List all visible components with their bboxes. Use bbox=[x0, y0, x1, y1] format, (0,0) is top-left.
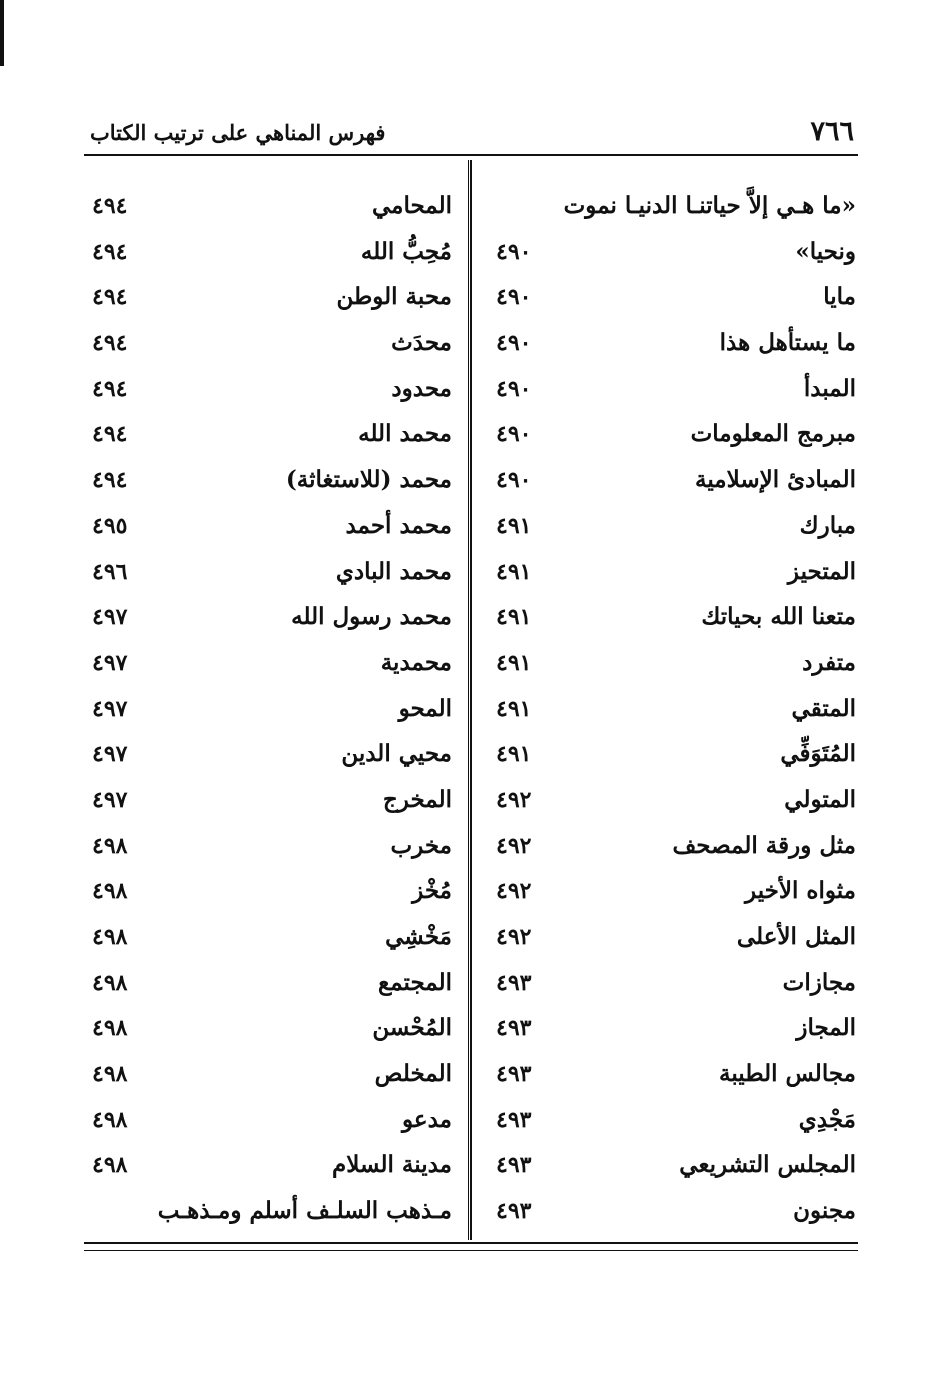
index-entry bbox=[494, 965, 856, 1011]
index-page-number: ٤٩٢ bbox=[496, 878, 532, 905]
index-term: محيي الدين bbox=[341, 740, 452, 768]
index-page-number: ٤٩٨ bbox=[92, 878, 128, 905]
index-page-number: ٤٩٤ bbox=[92, 330, 128, 357]
index-term: المبدأ bbox=[803, 374, 856, 402]
index-entry bbox=[90, 919, 452, 965]
index-entry bbox=[90, 1193, 452, 1239]
index-term: محدَث bbox=[391, 329, 452, 357]
index-entry bbox=[90, 782, 452, 828]
column-divider bbox=[468, 160, 472, 1240]
index-page-number: ٤٩٤ bbox=[92, 284, 128, 311]
index-term: ونحيا» bbox=[795, 237, 856, 265]
index-entry bbox=[494, 1010, 856, 1056]
index-page-number: ٤٩٠ bbox=[496, 421, 532, 448]
index-page-number: ٤٩٨ bbox=[92, 1152, 128, 1179]
index-entry bbox=[494, 691, 856, 737]
index-page-number: ٤٩٣ bbox=[496, 969, 532, 996]
index-term: محمدية bbox=[380, 648, 452, 676]
index-entry bbox=[494, 1102, 856, 1148]
running-head-title: فهرس المناهي على ترتيب الكتاب bbox=[90, 120, 386, 145]
index-page-number: ٤٩٤ bbox=[92, 375, 128, 402]
page-number: ٧٦٦ bbox=[810, 116, 854, 147]
index-term: المجتمع bbox=[377, 968, 452, 996]
index-term: مُحِبُّ الله bbox=[360, 237, 452, 265]
index-entry bbox=[90, 188, 452, 234]
index-entry bbox=[90, 873, 452, 919]
index-page-number: ٤٩٣ bbox=[496, 1015, 532, 1042]
index-page-number: ٤٩٨ bbox=[92, 832, 128, 859]
index-term: متفرد bbox=[802, 648, 856, 676]
index-entry bbox=[90, 1102, 452, 1148]
index-page-number: ٤٩٢ bbox=[496, 924, 532, 950]
index-entry bbox=[494, 1193, 856, 1239]
index-page-number: ٤٩٣ bbox=[496, 1061, 532, 1088]
index-entry bbox=[90, 828, 452, 874]
index-entry bbox=[90, 965, 452, 1011]
index-entry bbox=[90, 508, 452, 554]
index-term: المحو bbox=[398, 694, 452, 722]
index-page-number: ٤٩٠ bbox=[496, 375, 532, 402]
scan-edge-mark bbox=[0, 0, 4, 66]
index-entry bbox=[90, 736, 452, 782]
index-term: المخلص bbox=[374, 1060, 452, 1088]
index-page-number: ٤٩٨ bbox=[92, 1106, 128, 1133]
running-head bbox=[84, 110, 858, 154]
index-page-number: ٤٩٧ bbox=[92, 786, 128, 813]
index-entry bbox=[90, 645, 452, 691]
index-entry bbox=[90, 325, 452, 371]
index-entry bbox=[90, 1056, 452, 1102]
index-page-number: ٤٩٣ bbox=[496, 1198, 532, 1225]
index-page-number: ٤٩٨ bbox=[92, 1061, 128, 1088]
index-term: محمد البادي bbox=[335, 557, 452, 585]
index-entry bbox=[494, 279, 856, 325]
index-term: المجلس التشريعي bbox=[679, 1151, 856, 1179]
index-term: «ما هـي إلاَّ حياتنـا الدنيـا نموت bbox=[563, 192, 856, 219]
index-entry bbox=[494, 645, 856, 691]
index-term: المثل الأعلى bbox=[736, 923, 856, 950]
index-page-number: ٤٩٣ bbox=[496, 1152, 532, 1179]
index-page-number: ٤٩٤ bbox=[92, 421, 128, 448]
index-term: مبرمج المعلومات bbox=[690, 420, 856, 448]
index-term: مبارك bbox=[799, 511, 856, 539]
index-term: مَخْشِي bbox=[385, 923, 452, 950]
index-page-number: ٤٩١ bbox=[496, 558, 532, 585]
footer-rule-thin bbox=[84, 1250, 858, 1251]
index-entry bbox=[90, 1010, 452, 1056]
index-page-number: ٤٩٠ bbox=[496, 330, 532, 357]
index-page-number: ٤٩٢ bbox=[496, 832, 532, 859]
index-page-number: ٤٩٨ bbox=[92, 924, 128, 950]
index-entry bbox=[90, 1147, 452, 1193]
index-page-number: ٤٩٧ bbox=[92, 695, 128, 722]
index-page-number: ٤٩١ bbox=[496, 649, 532, 676]
index-term: مثواه الأخير bbox=[745, 877, 856, 905]
index-entry bbox=[494, 828, 856, 874]
index-column-left bbox=[90, 188, 452, 1239]
index-entry bbox=[494, 736, 856, 782]
index-page-number: ٤٩٨ bbox=[92, 969, 128, 996]
index-term: مجازات bbox=[782, 968, 856, 996]
index-term: مدينة السلام bbox=[332, 1151, 452, 1179]
index-term: مـذهب السلـف أسلم ومـذهـب bbox=[157, 1197, 452, 1225]
footer-rule-thick bbox=[84, 1242, 858, 1244]
index-entry bbox=[494, 554, 856, 600]
index-page-number: ٤٩٠ bbox=[496, 238, 532, 265]
index-term: المتقي bbox=[791, 694, 856, 722]
index-entry bbox=[494, 508, 856, 554]
index-entry bbox=[494, 234, 856, 280]
index-term: مُخْز bbox=[412, 877, 452, 905]
index-entry bbox=[494, 1056, 856, 1102]
index-entry bbox=[90, 279, 452, 325]
index-term: متعنا الله بحياتك bbox=[701, 603, 856, 631]
index-term: مايا bbox=[823, 283, 856, 311]
index-entry bbox=[90, 371, 452, 417]
index-page-number: ٤٩١ bbox=[496, 604, 532, 631]
index-term: مثل ورقة المصحف bbox=[672, 831, 856, 859]
index-term: المحامي bbox=[371, 192, 452, 219]
index-page-number: ٤٩٠ bbox=[496, 284, 532, 311]
index-term: المُحْسن bbox=[372, 1014, 452, 1042]
index-entry bbox=[90, 416, 452, 462]
index-entry bbox=[494, 462, 856, 508]
index-term: المجاز bbox=[796, 1014, 856, 1042]
index-entry bbox=[494, 371, 856, 417]
index-entry bbox=[494, 599, 856, 645]
index-term: المبادئ الإسلامية bbox=[695, 466, 856, 494]
index-entry bbox=[494, 1147, 856, 1193]
index-term: مَجْدِي bbox=[798, 1105, 856, 1133]
index-page-number: ٤٩٧ bbox=[92, 649, 128, 676]
index-term: المتحيز bbox=[787, 557, 856, 585]
index-term: محبة الوطن bbox=[336, 283, 452, 311]
index-entry bbox=[494, 782, 856, 828]
index-term: المخرج bbox=[382, 785, 452, 813]
index-entry bbox=[90, 554, 452, 600]
index-term: محمد رسول الله bbox=[291, 603, 452, 631]
index-page-number: ٤٩٥ bbox=[92, 512, 128, 539]
index-term: مدعو bbox=[402, 1105, 452, 1133]
index-term: محمد (للاستغاثة) bbox=[285, 466, 452, 494]
index-term: محمد الله bbox=[358, 420, 452, 448]
index-page-number: ٤٩٨ bbox=[92, 1015, 128, 1042]
index-page-number: ٤٩٦ bbox=[92, 558, 128, 585]
index-page-number: ٤٩٤ bbox=[92, 238, 128, 265]
header-rule bbox=[84, 154, 858, 156]
index-term: محمد أحمد bbox=[345, 511, 452, 539]
index-term: المتولي bbox=[784, 785, 856, 813]
index-page-number: ٤٩١ bbox=[496, 741, 532, 768]
index-page-number: ٤٩٧ bbox=[92, 741, 128, 768]
index-page-number: ٤٩١ bbox=[496, 512, 532, 539]
index-term: مخرب bbox=[390, 831, 452, 859]
index-term: المُتَوَفِّي bbox=[780, 740, 856, 768]
index-page-number: ٤٩٢ bbox=[496, 786, 532, 813]
index-page-number: ٤٩٠ bbox=[496, 467, 532, 494]
index-entry bbox=[494, 416, 856, 462]
index-page-number: ٤٩١ bbox=[496, 695, 532, 722]
index-entry bbox=[90, 462, 452, 508]
index-entry bbox=[494, 873, 856, 919]
index-page-number: ٤٩٤ bbox=[92, 193, 128, 219]
index-entry bbox=[494, 188, 856, 234]
index-page-number: ٤٩٧ bbox=[92, 604, 128, 631]
index-entry bbox=[494, 919, 856, 965]
index-term: مجنون bbox=[793, 1197, 856, 1225]
index-term: ما يستأهل هذا bbox=[719, 329, 856, 357]
index-column-right bbox=[494, 188, 856, 1239]
index-page-number: ٤٩٤ bbox=[92, 467, 128, 494]
index-entry bbox=[494, 325, 856, 371]
index-term: مجالس الطيبة bbox=[719, 1060, 856, 1088]
index-entry bbox=[90, 234, 452, 280]
index-entry bbox=[90, 599, 452, 645]
index-entry bbox=[90, 691, 452, 737]
index-term: محدود bbox=[391, 374, 452, 402]
index-page-number: ٤٩٣ bbox=[496, 1106, 532, 1133]
